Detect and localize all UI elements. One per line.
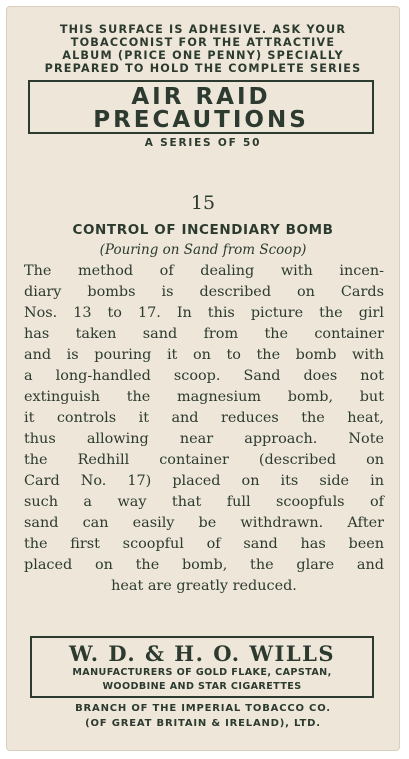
description-line: The method of dealing with incen- [24, 263, 384, 279]
series-count: A SERIES OF 50 [144, 137, 262, 149]
description-line: and is pouring it on to the bomb with [24, 347, 384, 363]
description-line: Card No. 17) placed on its side in [24, 473, 384, 489]
description-line: such a way that full scoopfuls of [24, 494, 384, 510]
description-line: Nos. 13 to 17. In this picture the girl [24, 305, 384, 321]
adhesive-notice-line-3: ALBUM (PRICE ONE PENNY) SPECIALLY [62, 49, 344, 62]
description-line: placed on the bomb, the glare and [24, 557, 384, 573]
card-number: 15 [190, 192, 216, 214]
series-title-line-1: AIR RAID [131, 84, 271, 110]
description-line: sand can easily be withdrawn. After [24, 515, 384, 531]
manufacturer-products-line-1: MANUFACTURERS OF GOLD FLAKE, CAPSTAN, [72, 667, 332, 678]
card-subject: CONTROL OF INCENDIARY BOMB [72, 222, 334, 238]
description-line: the first scoopful of sand has been [24, 536, 384, 552]
description-line: diary bombs is described on Cards [24, 284, 384, 300]
series-title-box [28, 80, 374, 134]
series-title-line-2: PRECAUTIONS [93, 107, 309, 133]
card-subtitle: (Pouring on Sand from Scoop) [99, 242, 307, 258]
description-line: extinguish the magnesium bomb, but [24, 389, 384, 405]
adhesive-notice-line-2: TOBACCONIST FOR THE ATTRACTIVE [70, 36, 336, 49]
manufacturer-name: W. D. & H. O. WILLS [68, 641, 336, 666]
description-line: thus allowing near approach. Note [24, 431, 384, 447]
cigarette-card [6, 6, 400, 751]
description-line: it controls it and reduces the heat, [24, 410, 384, 426]
branch-line-1: BRANCH OF THE IMPERIAL TOBACCO CO. [75, 703, 331, 714]
adhesive-notice-line-1: THIS SURFACE IS ADHESIVE. ASK YOUR [59, 23, 347, 36]
branch-line-2: (OF GREAT BRITAIN & IRELAND), LTD. [85, 718, 321, 729]
description-line: heat are greatly reduced. [111, 578, 297, 594]
manufacturer-box [30, 636, 374, 698]
manufacturer-products-line-2: WOODBINE AND STAR CIGARETTES [102, 681, 302, 692]
adhesive-notice-line-4: PREPARED TO HOLD THE COMPLETE SERIES [44, 62, 362, 75]
description-line: the Redhill container (described on [24, 452, 384, 468]
description-line: has taken sand from the container [24, 326, 384, 342]
description-line: a long-handled scoop. Sand does not [24, 368, 384, 384]
